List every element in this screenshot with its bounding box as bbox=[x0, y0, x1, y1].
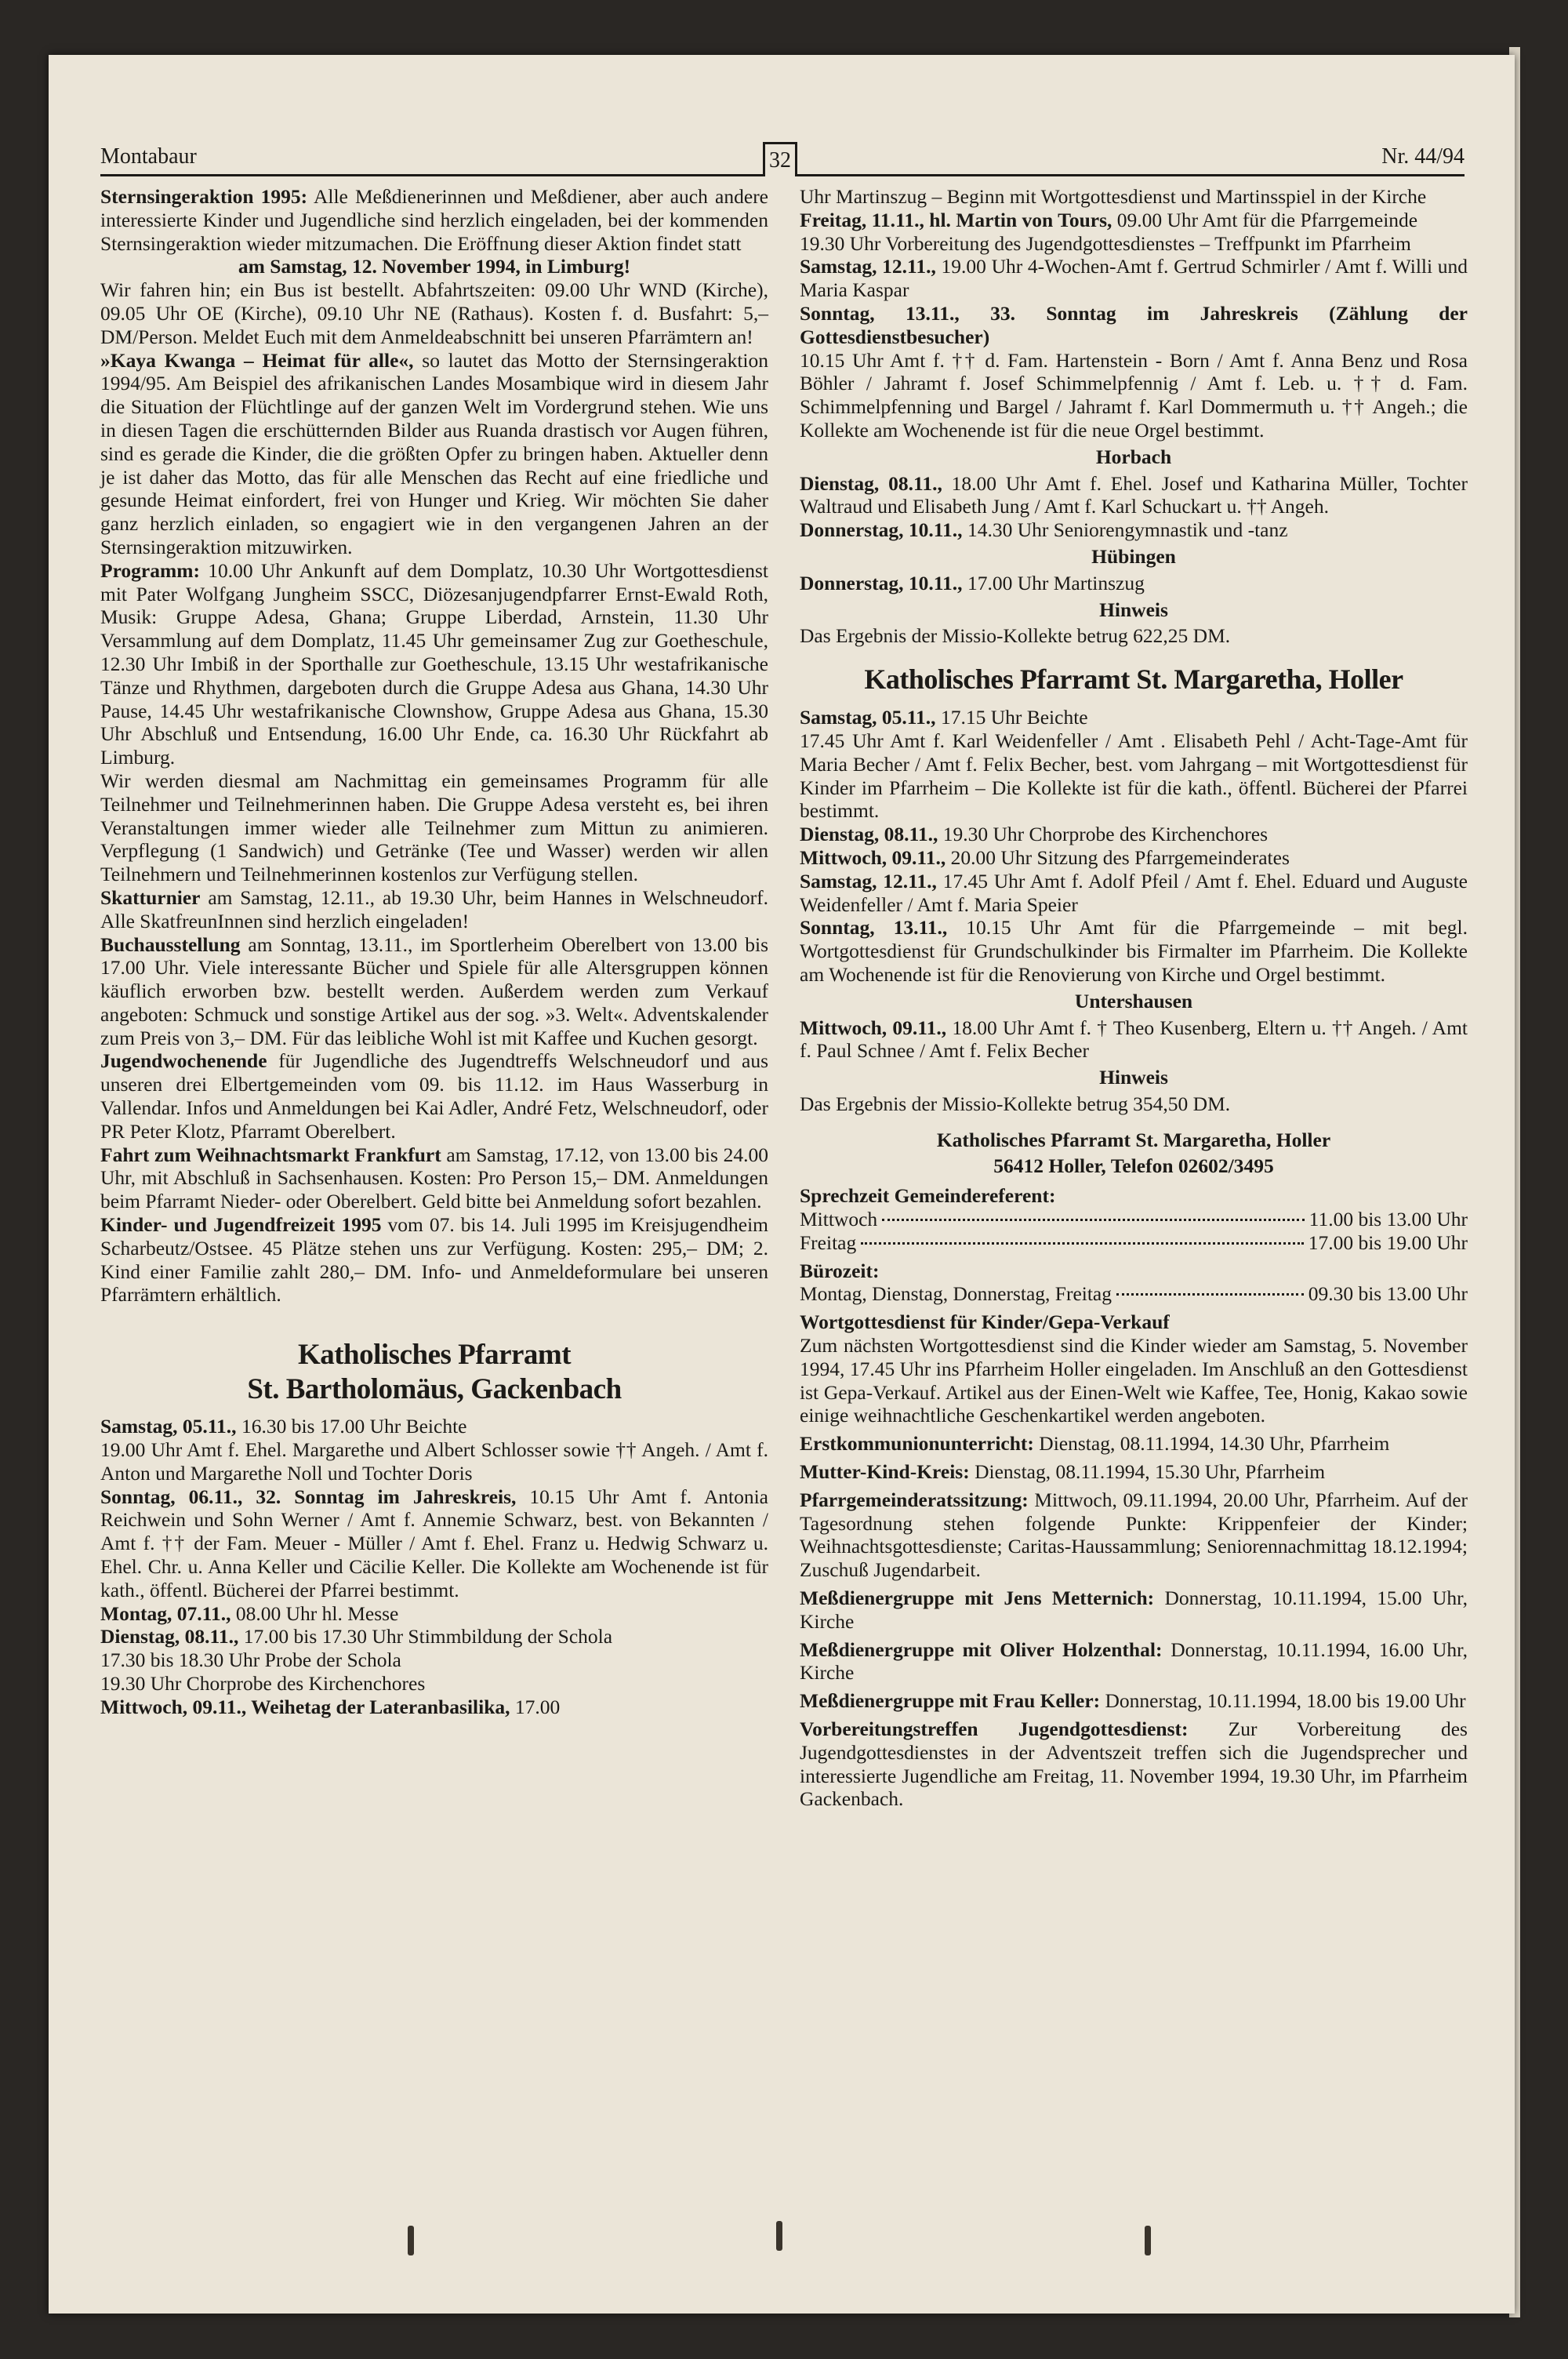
schedule-text: 17.00 bis 17.30 Uhr Stimmbildung der Schola bbox=[243, 1625, 613, 1648]
article-programm bbox=[100, 559, 768, 769]
schedule-date: Samstag, 05.11., bbox=[100, 1415, 237, 1438]
notice-entry bbox=[800, 1432, 1468, 1456]
dot-leader bbox=[1116, 1293, 1304, 1296]
schedule-date: Freitag, 11.11., hl. Martin von Tours, bbox=[800, 208, 1112, 231]
schedule-entry: 17.30 bis 18.30 Uhr Probe der Schola bbox=[100, 1648, 401, 1672]
article-skatturnier bbox=[100, 886, 768, 933]
article-freizeit bbox=[100, 1213, 768, 1307]
schedule-date: Mittwoch, 09.11., Weihetag der Lateranbasilika, bbox=[100, 1695, 510, 1718]
notice-text: Donnerstag, 10.11.1994, 15.00 Uhr, Kirche bbox=[800, 1587, 1468, 1633]
schedule-text: 08.00 Uhr hl. Messe bbox=[235, 1601, 399, 1625]
hinweis-text: Das Ergebnis der Missio-Kollekte betrug 622,25 DM. bbox=[800, 624, 1231, 648]
notice-gepa-text: Zum nächsten Wortgottesdienst sind die Kinder wieder am Samstag, 5. November 1994, 17.45 Uhr ins Pfarrheim Holler eingeladen. Im Anschluß an den Gottesdienst ist Gepa-Verkauf. Artikel aus der Einen-Welt wie Kaffee, Tee, Honig, Kakao sowie einige weihnachtliche Geschenkartikel werden angeboten. bbox=[800, 1334, 1468, 1427]
schedule-entry bbox=[800, 870, 1468, 917]
notice-heading: Meßdienergruppe mit Frau Keller: bbox=[800, 1689, 1101, 1713]
notice-heading: Wortgottesdienst für Kinder/Gepa-Verkauf bbox=[800, 1310, 1170, 1334]
article-sternsinger bbox=[100, 185, 768, 255]
notice-text: Zur Vorbereitung des Jugendgottesdienstes in der Adventszeit treffen sich die Jugendsprecher und interessierte Jugendliche am Freitag, 11. November 1994, 19.30 Uhr, im Pfarrheim Gackenbach. bbox=[800, 1717, 1468, 1811]
article-nachmittag: Wir werden diesmal am Nachmittag ein gemeinsames Programm für alle Teilnehmer und Teilnehmerinnen haben. Die Gruppe Adesa versteht es, bei ihren Veranstaltungen immer wieder alle Teilnehmer zum Mittun zu animieren. Verpflegung (1 Sandwich) und Getränke (Tee und Wasser) werden wir allen Teilnehmern und Teilnehmerinnen kostenlos zur Verfügung stellen. bbox=[100, 769, 768, 886]
schedule-entry bbox=[800, 1016, 1468, 1063]
time-value: 17.00 bis 19.00 Uhr bbox=[1308, 1230, 1468, 1254]
article-text: am Samstag, 17.12, von 13.00 bis 24.00 Uhr, mit Abschluß in Sachsenhausen. Kosten: Pro Person 15,– DM. Anmeldungen beim Pfarramt Nieder- oder Oberelbert. Geld bitte bei Anmeldung sofort bezahlen. bbox=[100, 1143, 769, 1213]
section-title-holler: Katholisches Pfarramt St. Margaretha, Holler bbox=[864, 663, 1403, 696]
schedule-text: 10.15 Uhr Amt für die Pfarrgemeinde – mit begl. Wortgottesdienst für Grundschulkinder bis Firmalter im Pfarrheim. Die Kollekte am Wochenende ist für die Renovierung von Kirche und Orgel bestimmt. bbox=[800, 916, 1468, 986]
subhead-huebingen: Hübingen bbox=[1091, 544, 1176, 568]
buerozeit-heading: Bürozeit: bbox=[800, 1259, 880, 1282]
section-title-line: St. Bartholomäus, Gackenbach bbox=[247, 1373, 622, 1406]
article-text: am Samstag, 12.11., ab 19.30 Uhr, beim Hannes in Welschneudorf. Alle SkatfreunInnen sind herzlich eingeladen! bbox=[100, 885, 769, 932]
article-kaya-kwanga bbox=[100, 349, 768, 559]
schedule-entry bbox=[800, 518, 1468, 542]
notice-gepa-title bbox=[800, 1310, 1468, 1334]
bus-info: Wir fahren hin; ein Bus ist bestellt. Abfahrtszeiten: 09.00 Uhr WND (Kirche), 09.05 Uhr OE (Kirche), 09.10 Uhr NE (Rathaus). Kosten f. d. Busfahrt: 5,– DM/Person. Meldet Euch mit dem Anmeldeabschnitt bei unseren Pfarrämtern an! bbox=[100, 278, 768, 348]
schedule-date: Sonntag, 06.11., 32. Sonntag im Jahreskreis, bbox=[100, 1485, 517, 1508]
notice-entry bbox=[800, 1488, 1468, 1582]
subhead-hinweis: Hinweis bbox=[1099, 1066, 1168, 1089]
schedule-date: Mittwoch, 09.11., bbox=[800, 1016, 947, 1039]
subhead-horbach: Horbach bbox=[1095, 445, 1172, 468]
subhead-untershausen: Untershausen bbox=[1074, 989, 1193, 1012]
schedule-text: 14.30 Uhr Seniorengymnastik und -tanz bbox=[967, 518, 1288, 542]
notice-entry bbox=[800, 1689, 1468, 1713]
article-heading: Programm: bbox=[100, 558, 200, 582]
notice-entry bbox=[800, 1638, 1468, 1685]
schedule-text: 18.00 Uhr Amt f. † Theo Kusenberg, Eltern u. †† Angeh. / Amt f. Paul Schnee / Amt f. Felix Becher bbox=[800, 1016, 1468, 1063]
schedule-text: 17.00 bbox=[514, 1695, 561, 1718]
article-text: Alle Meßdienerinnen und Meßdiener, aber auch andere interessierte Kinder und Jugendliche sind herzlich eingeladen, bei der kommenden Sternsingeraktion wieder mitzumachen. Die Eröffnung dieser Aktion findet statt bbox=[100, 185, 768, 255]
time-value: 09.30 bis 13.00 Uhr bbox=[1308, 1282, 1468, 1306]
schedule-text: 19.30 Uhr Chorprobe des Kirchenchores bbox=[942, 823, 1269, 846]
issue-number: Nr. 44/94 bbox=[1381, 144, 1465, 169]
schedule-date: Dienstag, 08.11., bbox=[800, 823, 938, 846]
notice-entry bbox=[800, 1587, 1468, 1634]
schedule-date: Mittwoch, 09.11., bbox=[800, 845, 946, 869]
spacer bbox=[800, 1116, 1468, 1125]
notice-entry bbox=[800, 1460, 1468, 1484]
article-heading: Buchausstellung bbox=[100, 932, 241, 956]
right-column bbox=[800, 185, 1468, 1811]
schedule-entry: 19.30 Uhr Chorprobe des Kirchenchores bbox=[100, 1672, 426, 1696]
schedule-entry bbox=[100, 1625, 768, 1648]
schedule-text: 17.00 Uhr Martinszug bbox=[967, 571, 1145, 594]
schedule-text: 17.45 Uhr Amt f. Adolf Pfeil / Amt f. Ehel. Eduard und Auguste Weidenfeller / Amt f. Maria Speier bbox=[800, 869, 1468, 916]
sprechzeit-row bbox=[800, 1208, 1468, 1231]
schedule-entry bbox=[800, 823, 1468, 846]
section-title-line: Katholisches Pfarramt bbox=[297, 1339, 572, 1372]
notice-text: Donnerstag, 10.11.1994, 18.00 bis 19.00 Uhr bbox=[1105, 1689, 1466, 1713]
article-heading: Kinder- und Jugendfreizeit 1995 bbox=[100, 1213, 382, 1237]
schedule-date: Donnerstag, 10.11., bbox=[800, 518, 963, 542]
schedule-text: 19.00 Uhr 4-Wochen-Amt f. Gertrud Schmirler / Amt f. Willi und Maria Kaspar bbox=[800, 255, 1468, 302]
article-heading: Fahrt zum Weihnachtsmarkt Frankfurt bbox=[100, 1143, 441, 1166]
schedule-date: Samstag, 12.11., bbox=[800, 255, 936, 278]
article-heading: »Kaya Kwanga – Heimat für alle«, bbox=[100, 348, 414, 372]
dot-leader bbox=[861, 1242, 1303, 1245]
schedule-text: 17.15 Uhr Beichte bbox=[940, 706, 1088, 729]
binding-hole bbox=[776, 2221, 782, 2251]
notice-heading: Mutter-Kind-Kreis: bbox=[800, 1460, 970, 1484]
schedule-entry: 19.00 Uhr Amt f. Ehel. Margarethe und Albert Schlosser sowie †† Angeh. / Amt f. Anton und Margarethe Noll und Tochter Doris bbox=[100, 1438, 768, 1485]
schedule-date: Samstag, 12.11., bbox=[800, 869, 937, 892]
left-column bbox=[100, 185, 768, 1719]
notice-text: Dienstag, 08.11.1994, 14.30 Uhr, Pfarrheim bbox=[1039, 1432, 1390, 1456]
notice-text: Mittwoch, 09.11.1994, 20.00 Uhr, Pfarrheim. Auf der Tagesordnung stehen folgende Punkte: Krippenfeier der Kinder; Weihnachtsgottesdienste; Caritas-Haussammlung; Seniorennachmittag 18.12.1994; Zuschuß Jugendarbeit. bbox=[800, 1488, 1468, 1582]
time-value: 11.00 bis 13.00 Uhr bbox=[1308, 1208, 1468, 1231]
hinweis-text: Das Ergebnis der Missio-Kollekte betrug 354,50 DM. bbox=[800, 1092, 1231, 1115]
event-date-line bbox=[100, 255, 768, 278]
schedule-date: Dienstag, 08.11., bbox=[100, 1625, 239, 1648]
day-label: Montag, Dienstag, Donnerstag, Freitag bbox=[800, 1282, 1112, 1306]
article-text: so lautet das Motto der Sternsingeraktion 1994/95. Am Beispiel des afrikanischen Landes Mosambique wird in diesem Jahr die Situation der Flüchtlinge auf der ganzen Welt im Vordergrund stehen. Wie uns in diesen Tagen die erschütternden Bilder aus Ruanda drastisch vor Augen führen, sind es gerade die Kinder, die die größten Opfer zu bringen haben. Aktueller denn je ist daher das Motto, das für alle Menschen das Recht auf eine friedliche und gesunde Heimat einfordert, frei von Hunger und Krieg. Wir möchten Sie daher ganz herzlich einladen, so engagiert wie in den vergangenen Jahren an der Sternsingeraktion mitzuwirken. bbox=[100, 348, 768, 558]
day-label: Mittwoch bbox=[800, 1208, 878, 1231]
article-jugendwochenende bbox=[100, 1049, 768, 1143]
notice-heading: Erstkommunionunterricht: bbox=[800, 1432, 1034, 1456]
box-address: 56412 Holler, Telefon 02602/3495 bbox=[993, 1154, 1274, 1178]
article-heading: Skatturnier bbox=[100, 885, 201, 909]
box-title: Katholisches Pfarramt St. Margaretha, Holler bbox=[936, 1128, 1331, 1151]
subhead-hinweis: Hinweis bbox=[1099, 598, 1168, 621]
schedule-entry bbox=[800, 916, 1468, 986]
schedule-date: Sonntag, 13.11., 33. Sonntag im Jahreskreis (Zählung der Gottesdienstbesucher) bbox=[800, 301, 1468, 348]
notice-heading: Vorbereitungstreffen Jugendgottesdienst: bbox=[800, 1717, 1189, 1741]
schedule-entry: 19.30 Uhr Vorbereitung des Jugendgottesdienstes – Treffpunkt im Pfarrheim bbox=[800, 231, 1411, 255]
schedule-date: Dienstag, 08.11., bbox=[800, 471, 942, 495]
article-heading: Sternsingeraktion 1995: bbox=[100, 185, 308, 208]
schedule-text: 09.00 Uhr Amt für die Pfarrgemeinde bbox=[1116, 208, 1418, 231]
buerozeit-title bbox=[800, 1259, 1468, 1283]
schedule-entry bbox=[100, 1415, 768, 1438]
binding-hole bbox=[408, 2226, 414, 2255]
schedule-text: 16.30 bis 17.00 Uhr Beichte bbox=[241, 1415, 467, 1438]
buerozeit-row bbox=[800, 1282, 1468, 1306]
article-weihnachtsmarkt bbox=[100, 1143, 768, 1213]
notice-heading: Pfarrgemeinderatssitzung: bbox=[800, 1488, 1029, 1511]
schedule-entry bbox=[100, 1602, 768, 1626]
sprechzeit-heading: Sprechzeit Gemeindereferent: bbox=[800, 1184, 1056, 1208]
schedule-entry bbox=[800, 572, 1468, 595]
schedule-text: 20.00 Uhr Sitzung des Pfarrgemeinderates bbox=[950, 845, 1290, 869]
article-text: für Jugendliche des Jugendtreffs Welschneudorf und aus unseren drei Elbertgemeinden vom 09. bis 11.12. im Haus Wasserburg in Vallendar. Infos und Anmeldungen bei Kai Adler, André Fetz, Welschneudorf, oder PR Peter Klotz, Pfarramt Oberelbert. bbox=[100, 1049, 769, 1143]
page-number: 32 bbox=[763, 142, 797, 176]
article-heading: Jugendwochenende bbox=[100, 1049, 267, 1073]
schedule-entry bbox=[800, 472, 1468, 519]
notice-text: Donnerstag, 10.11.1994, 16.00 Uhr, Kirche bbox=[800, 1637, 1468, 1685]
dot-leader bbox=[882, 1219, 1304, 1221]
schedule-entry bbox=[800, 302, 1468, 349]
schedule-entry bbox=[800, 706, 1468, 729]
schedule-entry: 10.15 Uhr Amt f. †† d. Fam. Hartenstein - Born / Amt f. Anna Benz und Rosa Böhler / Jahramt f. Josef Schimmelpfennig / Amt f. Leb. u. †† d. Fam. Schimmelpfenning und Bargel / Jahramt f. Karl Dommermuth u. †† Angeh.; die Kollekte am Wochenende ist für die neue Orgel bestimmt. bbox=[800, 348, 1468, 442]
schedule-entry bbox=[800, 255, 1468, 302]
sprechzeit-title bbox=[800, 1184, 1468, 1208]
article-text: 10.00 Uhr Ankunft auf dem Domplatz, 10.30 Uhr Wortgottesdienst mit Pater Wolfgang Jungheim SSCC, Diözesanjugendpfarrer Ernst-Ewald Roth, Musik: Gruppe Adesa, Ghana; Gruppe Liberdad, Arnstein, 11.30 Uhr Versammlung auf dem Domplatz, 11.45 Uhr gemeinsamer Zug zur Goetheschule, 12.30 Uhr Imbiß in der Sporthalle zur Goetheschule, 13.15 Uhr westafrikanische Tänze und Rhythmen, dargeboten durch die Gruppe Adesa aus Ghana, 14.30 Uhr Pause, 14.45 Uhr westafrikanische Clownshow, Gruppe Adesa aus Ghana, 15.30 Uhr Abschluß und Entsendung, 16.00 Uhr Ende, ca. 16.30 Uhr Rückfahrt ab Limburg. bbox=[100, 558, 768, 769]
article-text: am Sonntag, 13.11., im Sportlerheim Oberelbert von 13.00 bis 17.00 Uhr. Viele interessante Bücher und Spiele für alle Altersgruppen können käuflich erworben bzw. bestellt werden. Außerdem werden zum Verkauf angeboten: Schmuck und sonstige Artikel aus der sog. »3. Welt«. Adventskalender zum Preis von 3,– DM. Für das leibliche Wohl ist mit Kaffee und Kuchen gesorgt. bbox=[100, 932, 768, 1049]
article-text: vom 07. bis 14. Juli 1995 im Kreisjugendheim Scharbeutz/Ostsee. 45 Plätze stehen uns zur Verfügung. Kosten: 295,– DM; 2. Kind einer Familie zahlt 280,– DM. Info- und Anmeldeformulare bei unseren Pfarrämtern erhältlich. bbox=[100, 1213, 769, 1307]
schedule-date: Samstag, 05.11., bbox=[800, 706, 936, 729]
schedule-text: 10.15 Uhr Amt f. Antonia Reichwein und Sohn Werner / Amt f. Annemie Schwarz, best. von Bekannten / Amt f. †† der Fam. Meuer - Müller / Amt f. Ehel. Franz u. Hedwig Schwarz u. Ehel. Chr. u. Anna Keller und Cäcilie Keller. Die Kollekte am Wochenende ist für kath., öffentl. Bücherei der Pfarrei bestimmt. bbox=[100, 1485, 769, 1601]
schedule-date: Montag, 07.11., bbox=[100, 1601, 231, 1625]
event-date: am Samstag, 12. November 1994, in Limburg! bbox=[238, 255, 631, 278]
sprechzeit-row bbox=[800, 1231, 1468, 1255]
page-header bbox=[100, 140, 1465, 176]
schedule-entry bbox=[100, 1696, 768, 1719]
header-town: Montabaur bbox=[100, 144, 197, 169]
day-label: Freitag bbox=[800, 1230, 857, 1254]
schedule-entry bbox=[800, 846, 1468, 870]
binding-hole bbox=[1145, 2226, 1151, 2255]
article-buchausstellung bbox=[100, 933, 768, 1050]
schedule-text: 18.00 Uhr Amt f. Ehel. Josef und Katharina Müller, Tochter Waltraud und Elisabeth Jung / Amt f. Karl Schuckart u. †† Angeh. bbox=[800, 471, 1468, 518]
section-title-gackenbach bbox=[100, 1338, 768, 1407]
schedule-entry: 17.45 Uhr Amt f. Karl Weidenfeller / Amt . Elisabeth Pehl / Acht-Tage-Amt für Maria Becher / Amt f. Felix Becher, best. vom Jahrgang – mit Wortgottesdienst für Kinder im Pfarrheim – Die Kollekte ist für die kath., öffentl. Bücherei der Pfarrei bestimmt. bbox=[800, 729, 1468, 823]
notice-entry bbox=[800, 1717, 1468, 1811]
schedule-date: Donnerstag, 10.11., bbox=[800, 571, 963, 594]
schedule-date: Sonntag, 13.11., bbox=[800, 916, 948, 940]
schedule-entry bbox=[100, 1485, 768, 1602]
notice-text: Dienstag, 08.11.1994, 15.30 Uhr, Pfarrheim bbox=[975, 1460, 1326, 1484]
notice-heading: Meßdienergruppe mit Jens Metternich: bbox=[800, 1587, 1155, 1610]
schedule-entry: Uhr Martinszug – Beginn mit Wortgottesdienst und Martinsspiel in der Kirche bbox=[800, 185, 1427, 208]
schedule-entry bbox=[800, 209, 1468, 232]
notice-heading: Meßdienergruppe mit Oliver Holzenthal: bbox=[800, 1637, 1163, 1661]
